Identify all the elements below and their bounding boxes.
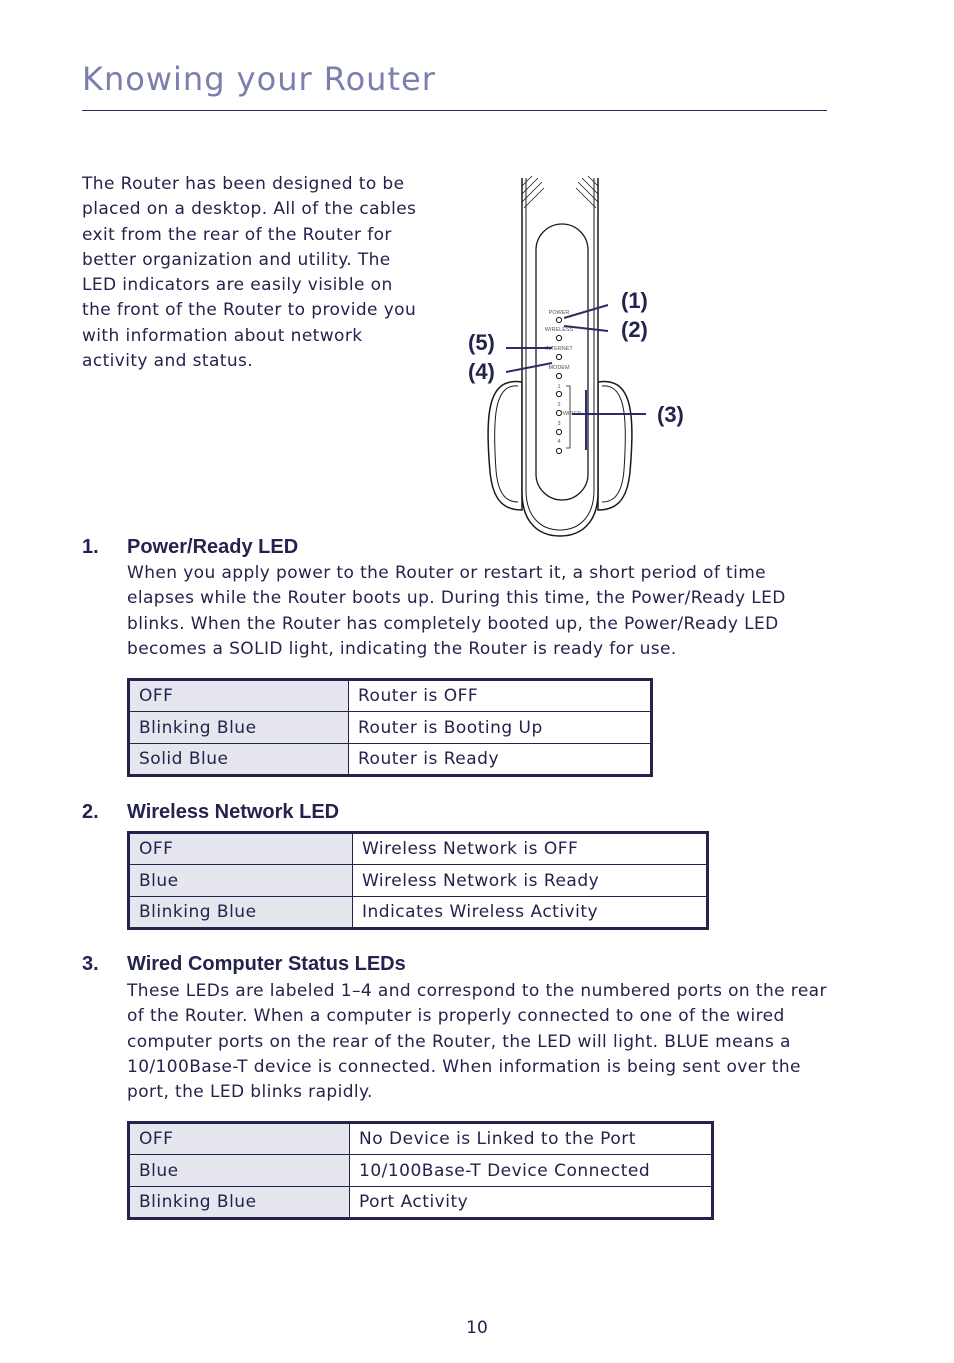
led-state: OFF [129, 680, 349, 712]
led-label-wired: WIRED [562, 411, 582, 417]
page-number: 10 [466, 1318, 488, 1338]
led-label-port-2: 2 [557, 402, 561, 408]
callout-3: (3) [657, 402, 684, 427]
callout-1: (1) [621, 288, 648, 313]
led-state: Blue [129, 1155, 350, 1187]
led-state: OFF [129, 1123, 350, 1155]
router-illustration [460, 172, 700, 542]
table-row [129, 1123, 713, 1155]
callout-4: (4) [468, 359, 495, 384]
section-1-number: 1. [82, 536, 99, 558]
section-2-heading [82, 801, 339, 824]
led-state: Solid Blue [129, 744, 349, 776]
section-1-heading [82, 536, 298, 559]
section-2-number: 2. [82, 801, 99, 823]
led-meaning: No Device is Linked to the Port [350, 1123, 713, 1155]
led-meaning: Indicates Wireless Activity [353, 897, 708, 929]
led-meaning: Wireless Network is Ready [353, 865, 708, 897]
table-row [129, 865, 708, 897]
section-1-title: Power/Ready LED [127, 536, 299, 558]
led-label-port-4: 4 [557, 439, 561, 445]
table-row [129, 897, 708, 929]
led-meaning: 10/100Base-T Device Connected [350, 1155, 713, 1187]
table-row [129, 680, 652, 712]
table-row [129, 1155, 713, 1187]
led-label-port-1: 1 [557, 384, 561, 390]
table-row [129, 1187, 713, 1219]
page-title: Knowing your Router [82, 60, 436, 98]
led-meaning: Wireless Network is OFF [353, 833, 708, 865]
led-meaning: Router is OFF [349, 680, 652, 712]
led-meaning: Router is Booting Up [349, 712, 652, 744]
led-label-modem: MODEM [548, 365, 570, 371]
table-row [129, 833, 708, 865]
led-label-power: POWER [548, 310, 570, 316]
callout-2: (2) [621, 317, 648, 342]
led-label-wireless: WIRELESS [544, 327, 574, 333]
section-2-title: Wireless Network LED [127, 801, 340, 823]
wireless-led-table [127, 831, 709, 930]
title-divider [82, 110, 827, 111]
power-led-table [127, 678, 653, 777]
led-state: OFF [129, 833, 353, 865]
led-state: Blue [129, 865, 353, 897]
section-3-title: Wired Computer Status LEDs [127, 953, 406, 975]
table-row [129, 712, 652, 744]
router-front-drawing [460, 172, 700, 542]
section-3-heading [82, 953, 406, 976]
callout-5: (5) [468, 330, 495, 355]
intro-paragraph: The Router has been designed to be placed on a desktop. All of the cables exit from the rear of the Router for better organization and utility. The LED indicators are easily visible on the front of the Router to provide you with information about network activity and status. [82, 174, 417, 372]
led-state: Blinking Blue [129, 1187, 350, 1219]
wired-led-table [127, 1121, 714, 1220]
led-meaning: Port Activity [350, 1187, 713, 1219]
led-state: Blinking Blue [129, 897, 353, 929]
table-row [129, 744, 652, 776]
led-label-internet: INTERNET [545, 346, 573, 352]
led-label-port-3: 3 [557, 421, 561, 427]
section-3-number: 3. [82, 953, 99, 975]
led-state: Blinking Blue [129, 712, 349, 744]
section-3-paragraph: These LEDs are labeled 1–4 and correspond to the numbered ports on the rear of the Router. When a computer is properly connected to one of the wired computer ports on the rear of the Router, the LED will light. BLUE means a 10/100Base-T device is connected. When information is being sent over the port, the LED blinks rapidly. [127, 981, 827, 1103]
led-meaning: Router is Ready [349, 744, 652, 776]
section-1-paragraph: When you apply power to the Router or restart it, a short period of time elapses while the Router boots up. During this time, the Power/Ready LED blinks. When the Router has completely booted up, the Power/Ready LED becomes a SOLID light, indicating the Router is ready for use. [127, 563, 786, 659]
